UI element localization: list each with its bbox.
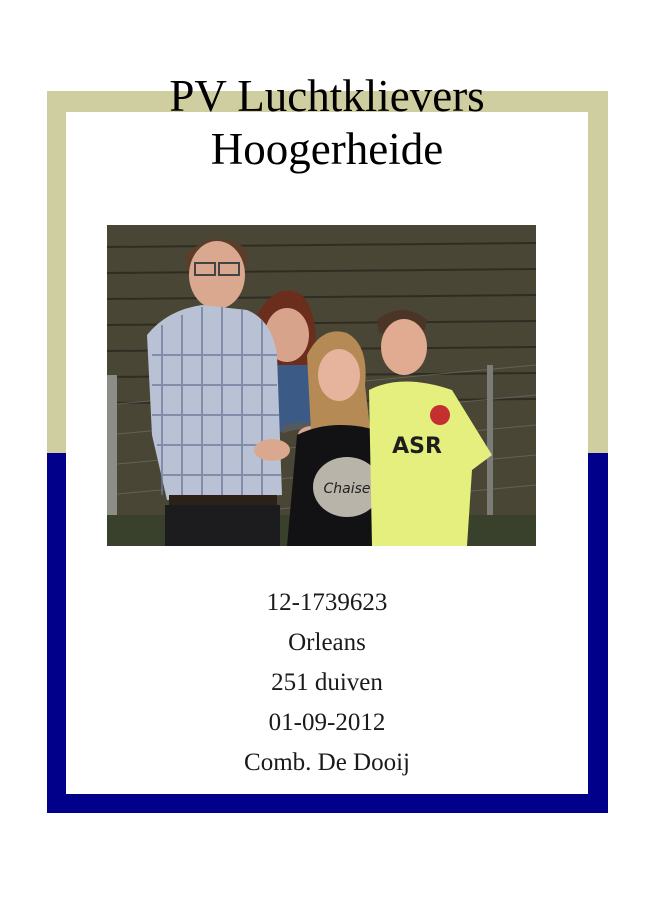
family-photo <box>107 225 536 546</box>
owner-name: Comb. De Dooij <box>244 749 410 776</box>
page-title <box>0 70 654 176</box>
race-location: Orleans <box>288 629 366 656</box>
race-date: 01-09-2012 <box>268 709 386 736</box>
shirt-print: ASR <box>392 434 442 459</box>
sweater-print: Chaise <box>323 481 371 497</box>
bird-count: 251 duiven <box>271 669 383 696</box>
title-line-club: PV Luchtklievers <box>169 71 485 121</box>
title-line-place: Hoogerheide <box>210 124 444 174</box>
ring-number: 12-1739623 <box>266 589 388 616</box>
race-info <box>66 583 588 783</box>
